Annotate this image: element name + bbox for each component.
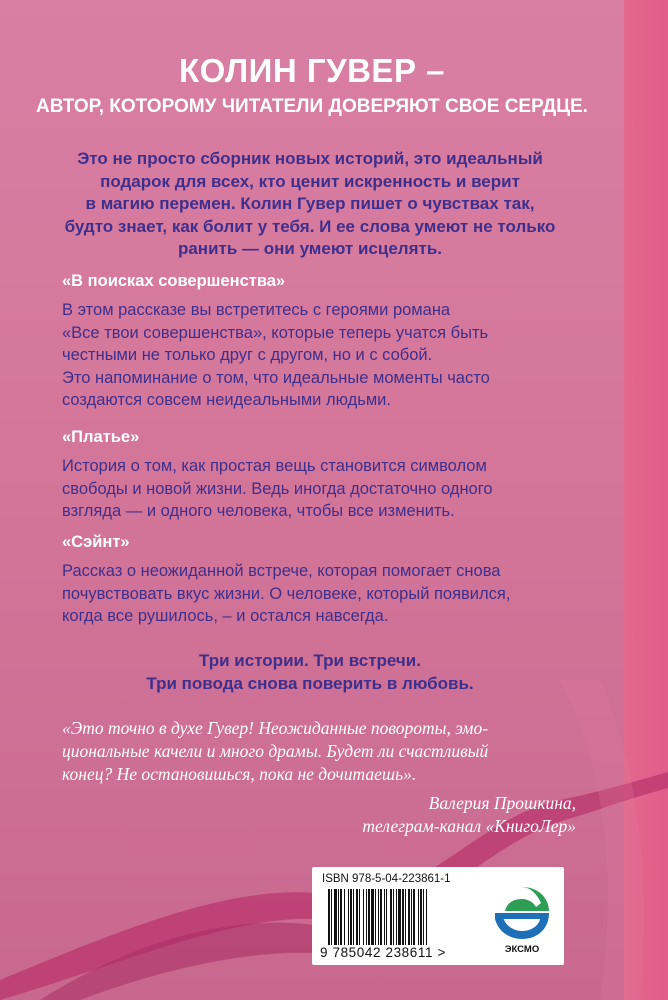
barcode-bar xyxy=(348,889,349,945)
quote-line: «Это точно в духе Гувер! Неожиданные повороты, эмо- xyxy=(62,718,489,738)
publisher-name: ЭКСМО xyxy=(504,944,540,955)
story-line: Рассказ о неожиданной встрече, которая помогает снова xyxy=(62,562,501,580)
barcode-bar xyxy=(408,889,410,945)
barcode-bar xyxy=(368,889,370,945)
barcode-bar xyxy=(423,889,424,945)
story-line: В этом рассказе вы встретитесь с героями романа xyxy=(62,301,451,319)
barcode-bar xyxy=(366,889,367,945)
barcode-bar xyxy=(413,889,415,945)
intro-line: ранить — они умеют исцелять. xyxy=(177,239,443,258)
story-line: «Все твои совершенства», которые теперь учатся быть xyxy=(62,323,489,342)
story-body-1 xyxy=(62,299,582,412)
author-heading: КОЛИН ГУВЕР – xyxy=(179,52,445,89)
quote-attribution xyxy=(362,792,576,838)
barcode-bar xyxy=(402,889,404,945)
story-body-2 xyxy=(62,455,582,523)
story-title-1: «В поисках совершенства» xyxy=(62,272,286,290)
barcode-bar xyxy=(393,889,394,945)
intro-line: в магию перемен. Колин Гувер пишет о чувствах так, xyxy=(85,194,535,213)
closing-tagline xyxy=(40,650,580,695)
barcode-bar xyxy=(396,889,397,945)
quote-author: Валерия Прошкина, xyxy=(428,793,576,813)
eksmo-logo xyxy=(489,881,555,955)
barcode-bar xyxy=(334,889,337,945)
barcode-bar xyxy=(398,889,401,945)
barcode-bar xyxy=(411,889,412,945)
intro-line: будто знает, как болит у тебя. И ее слова умеют не только xyxy=(64,216,556,236)
barcode-bar xyxy=(331,889,332,945)
closing-line: Три истории. Три встречи. xyxy=(199,651,421,670)
barcode-bar xyxy=(340,889,342,945)
barcode-bar xyxy=(356,889,358,945)
barcode-bar xyxy=(350,889,352,945)
story-line: взгляда — и одного человека, чтобы все изменить. xyxy=(62,502,455,520)
intro-line: подарок для всех, кто ценит искренность и верит xyxy=(100,171,520,191)
quote-author-role: телеграм-канал «КнигоЛер» xyxy=(362,816,576,836)
barcode-bar xyxy=(384,889,385,945)
barcode-bar xyxy=(353,889,354,945)
intro-line: Это не просто сборник новых историй, это идеальный xyxy=(77,149,543,168)
barcode-bar xyxy=(418,889,419,945)
barcode-bar xyxy=(363,889,364,945)
story-line: Это напоминание о том, что идеальные моменты часто xyxy=(62,368,490,387)
story-body-3 xyxy=(62,560,582,628)
barcode-bar xyxy=(405,889,406,945)
story-line: свободы и новой жизни. Ведь иногда достаточно одного xyxy=(62,479,493,498)
barcode-bar xyxy=(386,889,387,945)
story-line: почувствовать вкус жизни. О человеке, который появился, xyxy=(62,584,511,603)
barcode xyxy=(326,889,470,945)
barcode-digits: 9 785042 238611 > xyxy=(320,945,446,960)
closing-line: Три повода снова поверить в любовь. xyxy=(146,673,474,693)
review-quote xyxy=(62,717,590,786)
intro-paragraph xyxy=(40,148,580,261)
barcode-bar xyxy=(359,889,360,945)
barcode-bar xyxy=(338,889,339,945)
barcode-bar xyxy=(390,889,392,945)
quote-line: циональные качели и много драмы. Будет ли счастливый xyxy=(62,741,489,761)
barcode-bar xyxy=(380,889,382,945)
barcode-bar xyxy=(371,889,374,945)
story-line: когда все рушилось, – и остался навсегда. xyxy=(62,607,389,625)
barcode-bar xyxy=(328,889,330,945)
barcode-bar xyxy=(426,889,427,945)
isbn-number: ISBN 978-5-04-223861-1 xyxy=(322,873,451,885)
story-title-2: «Платье» xyxy=(62,428,140,446)
story-line: История о том, как простая вещь становится символом xyxy=(62,457,487,475)
author-subheading: АВТОР, КОТОРОМУ ЧИТАТЕЛИ ДОВЕРЯЮТ СВОЕ СЕРДЦЕ. xyxy=(36,96,588,117)
barcode-bar xyxy=(375,889,376,945)
story-line: создаются совсем неидеальными людьми. xyxy=(62,391,391,409)
quote-line: конец? Не остановишься, пока не дочитаешь». xyxy=(62,764,417,784)
story-title-3: «Сэйнт» xyxy=(62,533,130,551)
barcode-bar xyxy=(344,889,345,945)
story-line: честными не только друг с другом, но и с собой. xyxy=(62,346,433,364)
barcode-bar xyxy=(378,889,379,945)
isbn-label-box xyxy=(312,867,564,965)
barcode-bar xyxy=(420,889,422,945)
